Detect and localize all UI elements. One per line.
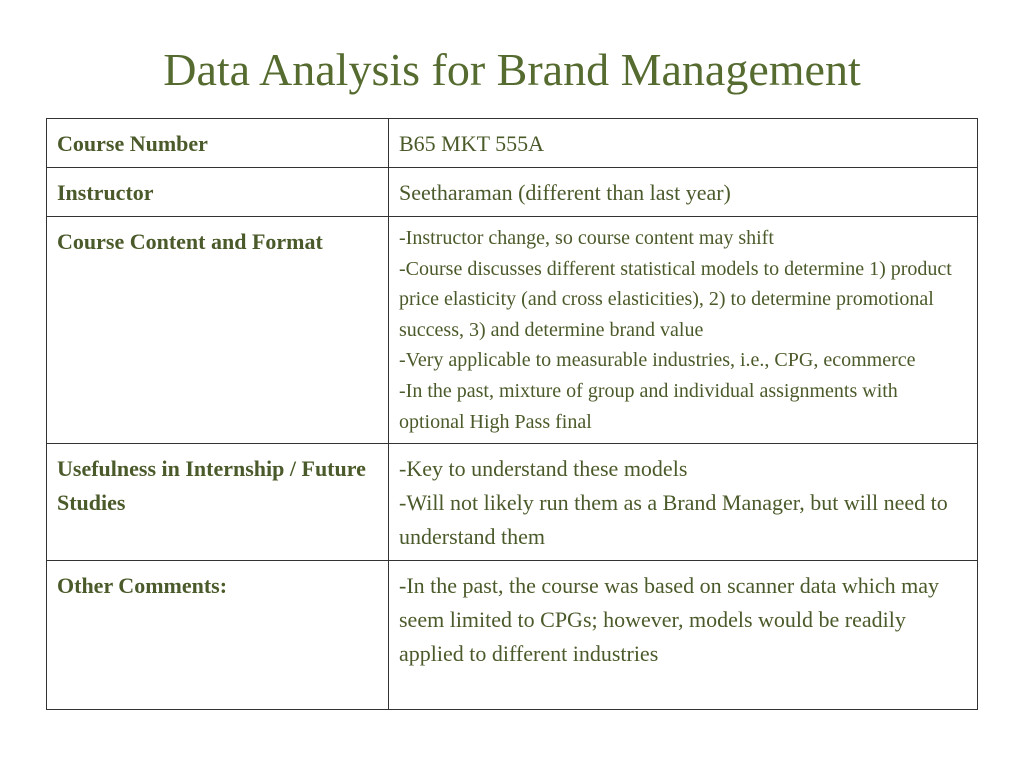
row-value-course-number <box>389 119 978 168</box>
row-label-course-content: Course Content and Format <box>47 217 389 444</box>
row-value-instructor <box>389 168 978 217</box>
table-row-course-content <box>47 217 978 444</box>
row-label-other-comments: Other Comments: <box>47 561 389 710</box>
table-row-other-comments <box>47 561 978 710</box>
table-row-instructor <box>47 168 978 217</box>
content-line: -In the past, mixture of group and individual assignments with optional High Pass final <box>399 379 898 433</box>
usefulness-line: -Key to understand these models <box>399 456 688 482</box>
course-info-table <box>46 118 978 710</box>
row-label-course-number: Course Number <box>47 119 389 168</box>
content-line: -Instructor change, so course content may shift <box>399 227 774 249</box>
content-line: -Very applicable to measurable industries, i.e., CPG, ecommerce <box>399 349 916 372</box>
comments-line: -In the past, the course was based on scanner data which may seem limited to CPGs; however, models would be readily applied to different industries <box>399 573 940 667</box>
course-number-text: B65 MKT 555A <box>399 131 545 156</box>
row-value-course-content <box>389 217 978 444</box>
table-row-course-number <box>47 119 978 168</box>
content-line: -Course discusses different statistical models to determine 1) product price elasticity (and cross elasticities), 2) to determine promotional success, 3) and determine brand value <box>399 257 952 341</box>
row-value-other-comments <box>389 561 978 710</box>
slide-title: Data Analysis for Brand Management <box>163 44 861 95</box>
row-label-usefulness: Usefulness in Internship / Future Studies <box>47 444 389 561</box>
row-label-instructor: Instructor <box>47 168 389 217</box>
row-value-usefulness <box>389 444 978 561</box>
table-row-usefulness <box>47 444 978 561</box>
usefulness-line: -Will not likely run them as a Brand Manager, but will need to understand them <box>399 490 948 550</box>
instructor-text: Seetharaman (different than last year) <box>399 180 731 205</box>
